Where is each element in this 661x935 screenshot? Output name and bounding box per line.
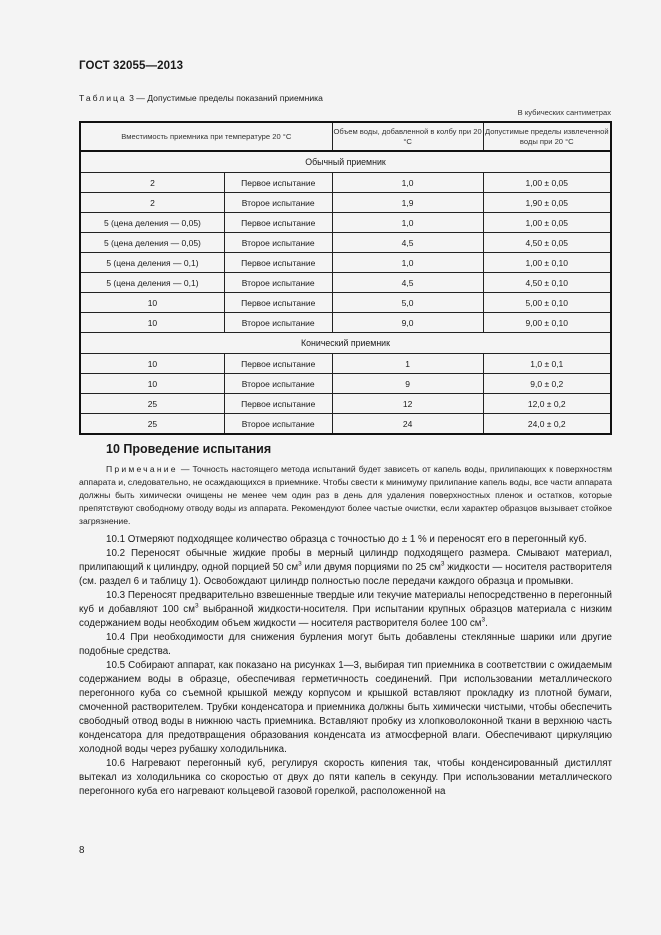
column-header-capacity: Вместимость приемника при температуре 20 °С [80,122,332,151]
cell-trial: Первое испытание [224,354,332,374]
cell-water-added: 12 [332,394,483,414]
cell-capacity: 2 [80,173,224,193]
cell-water-added: 4,5 [332,273,483,293]
table-row [80,394,611,414]
cell-limits: 1,00 ± 0,10 [483,253,611,273]
table-caption-text: 3 — Допустимые пределы показаний приемника [129,93,323,103]
cell-capacity: 25 [80,394,224,414]
cell-capacity: 10 [80,313,224,333]
paragraph-10-2: 10.2 Переносят обычные жидкие пробы в мерный цилиндр подходящего размера. Смывают материал, прилипающий к цилиндру, одной порцией 50 $см^3$ или двумя порциями по 25 $см^3$ жидкости — носителя растворителя (см. раздел 6 и таблицу 1). Освобождают цилиндр полностью после передачи каждого образца и промывки. [79,548,612,587]
cell-water-added: 1,0 [332,213,483,233]
paragraph-10-6: 10.6 Нагревают перегонный куб, регулируя скорость кипения так, чтобы конденсированный дистиллят вытекал из холодильника со скоростью от двух до пяти капель в секунду. При использовании металлического перегонного куба его нагревают кольцевой газовой горелкой, расположенной на [79,758,612,797]
cell-capacity: 10 [80,293,224,313]
receiver-type-heading: Обычный приемник [80,151,611,173]
page-number: 8 [79,845,85,856]
receiver-limits-table [79,121,612,435]
cell-limits: 12,0 ± 0,2 [483,394,611,414]
table-row [80,313,611,333]
cell-trial: Первое испытание [224,253,332,273]
column-header-water-added: Объем воды, добавленной в колбу при 20 °С [332,122,483,151]
cell-limits: 4,50 ± 0,05 [483,233,611,253]
cell-capacity: 25 [80,414,224,435]
note-text: — Точность настоящего метода испытаний будет зависеть от капель воды, прилипающих к поверхностям аппарата и, следовательно, не осаждающихся в приемнике. Чтобы свести к минимуму прилипание капель воды, все части аппарата должны быть химически очищены не менее чем один раз в день для удаления поверхностных пленок и остатков, которые препятствуют свободному отводу воды из аппарата. Рекомендуют более частые очистки, если характер образцов вызывает стойкое загрязнение. [79,464,612,526]
cell-capacity: 10 [80,374,224,394]
cell-water-added: 1 [332,354,483,374]
paragraph-10-3: 10.3 Переносят предварительно взвешенные твердые или текучие материалы непосредственно в перегонный куб и добавляют 100 $см^3$ выбранной жидкости-носителя. При испытании крупных образцов материала с низким содержанием воды необходим объем жидкости — носителя растворителя более 100 $см^3$. [79,590,612,629]
cell-capacity: 5 (цена деления — 0,1) [80,253,224,273]
cell-trial: Первое испытание [224,173,332,193]
cell-water-added: 1,0 [332,253,483,273]
table-row [80,173,611,193]
cell-trial: Второе испытание [224,193,332,213]
cell-capacity: 5 (цена деления — 0,1) [80,273,224,293]
cell-limits: 24,0 ± 0,2 [483,414,611,435]
cell-limits: 4,50 ± 0,10 [483,273,611,293]
cell-limits: 1,0 ± 0,1 [483,354,611,374]
cell-trial: Первое испытание [224,394,332,414]
cell-trial: Второе испытание [224,233,332,253]
table-caption [79,93,323,103]
section-title: 10 Проведение испытания [106,442,272,456]
table-row [80,213,611,233]
cell-trial: Второе испытание [224,313,332,333]
cell-trial: Второе испытание [224,273,332,293]
receiver-type-heading: Конический приемник [80,333,611,354]
cell-limits: 1,90 ± 0,05 [483,193,611,213]
table-caption-label: Таблица [79,93,127,103]
table-row [80,414,611,435]
table-row [80,293,611,313]
table-header-row [80,122,611,151]
table-group-row [80,151,611,173]
cell-limits: 1,00 ± 0,05 [483,173,611,193]
section-body [79,533,612,799]
cell-capacity: 2 [80,193,224,213]
paragraph-10-4: 10.4 При необходимости для снижения бурления могут быть добавлены стеклянные шарики или другие подобные средства. [79,632,612,657]
paragraph-10-5: 10.5 Собирают аппарат, как показано на рисунках 1—3, выбирая тип приемника в соответствии с ожидаемым содержанием воды в образце, обеспечивая герметичность соединений. При использовании металлического перегонного куба со съемной крышкой между корпусом и крышкой вставляют прокладку из плотной бумаги, смоченной растворителем. Трубки конденсатора и приемника должны быть химически чистыми, чтобы обеспечить свободный отвод воды в нижнюю часть приемника. Вставляют пробку из хлопковолоконной ткани в верхнюю часть конденсатора для предотвращения образования конденсата из атмосферной влаги. Обеспечивают циркуляцию холодной воды через рубашку холодильника. [79,660,612,755]
cell-capacity: 5 (цена деления — 0,05) [80,213,224,233]
cell-water-added: 24 [332,414,483,435]
cell-water-added: 5,0 [332,293,483,313]
cell-trial: Первое испытание [224,293,332,313]
cell-limits: 5,00 ± 0,10 [483,293,611,313]
cell-water-added: 9 [332,374,483,394]
table-row [80,354,611,374]
cell-capacity: 10 [80,354,224,374]
cell-limits: 9,00 ± 0,10 [483,313,611,333]
document-header: ГОСТ 32055—2013 [79,60,184,72]
table-row [80,193,611,213]
table-group-row [80,333,611,354]
table-row [80,253,611,273]
note-label: Примечание [106,464,178,474]
table-row [80,374,611,394]
cell-limits: 9,0 ± 0,2 [483,374,611,394]
cell-water-added: 9,0 [332,313,483,333]
column-header-limits: Допустимые пределы извлеченной воды при 20 °С [483,122,611,151]
paragraph-10-1: 10.1 Отмеряют подходящее количество образца с точностью до ± 1 % и переносят его в перегонный куб. [106,534,587,545]
cell-capacity: 5 (цена деления — 0,05) [80,233,224,253]
table-row [80,273,611,293]
cell-limits: 1,00 ± 0,05 [483,213,611,233]
cell-trial: Второе испытание [224,374,332,394]
cell-water-added: 1,9 [332,193,483,213]
note-paragraph [79,463,612,528]
table-units: В кубических сантиметрах [517,108,611,117]
cell-trial: Второе испытание [224,414,332,435]
table-row [80,233,611,253]
cell-water-added: 4,5 [332,233,483,253]
cell-water-added: 1,0 [332,173,483,193]
cell-trial: Первое испытание [224,213,332,233]
